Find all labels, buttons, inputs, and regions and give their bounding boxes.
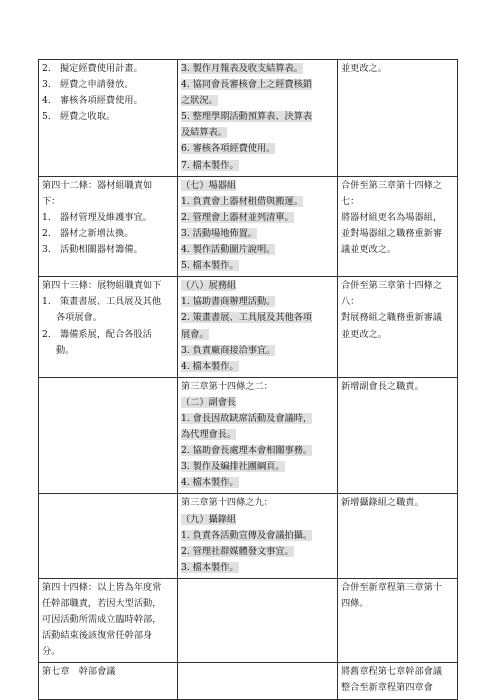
old-line: 3. 活動相關器材籌備。 bbox=[42, 244, 143, 256]
old-clause-cell bbox=[39, 494, 178, 578]
table-row bbox=[39, 494, 458, 578]
old-clause-cell bbox=[39, 176, 178, 277]
old-line: 5. 經費之收取。 bbox=[42, 111, 116, 123]
old-line: 1. 器材管理及維護事宜。 bbox=[42, 211, 152, 223]
note-line: 八： bbox=[341, 296, 360, 308]
note-line: 新增副會長之職責。 bbox=[341, 380, 424, 392]
explanation-cell bbox=[338, 663, 458, 699]
table-row bbox=[39, 176, 458, 277]
old-line: 下： bbox=[42, 195, 61, 207]
old-line: 任幹部職責，若因大型活動， bbox=[42, 598, 162, 609]
explanation-cell bbox=[338, 377, 458, 494]
note-line: 合併至第三章第十四條之 bbox=[341, 280, 443, 292]
explanation-cell bbox=[338, 578, 458, 662]
new-line: 2. 策畫書展、工具展及其他各項 bbox=[181, 312, 313, 324]
new-line: 4. 製作活動圖片說明。 bbox=[181, 244, 276, 256]
new-line: 6. 審核各項經費使用。 bbox=[181, 143, 276, 155]
note-line: 對展務組之職務重新審議 bbox=[341, 312, 443, 324]
note-line: 合併至新章程第三章第十 bbox=[341, 581, 443, 593]
old-line: 2. 器材之新增汰換。 bbox=[42, 227, 134, 239]
table-row bbox=[39, 377, 458, 494]
new-line: 1. 協助書商辦理活動。 bbox=[181, 296, 276, 308]
old-line: 3. 經費之申請發放。 bbox=[42, 79, 134, 91]
new-line: 第三章第十四條之九： bbox=[181, 497, 273, 509]
explanation-cell bbox=[338, 277, 458, 378]
old-clause-cell bbox=[39, 277, 178, 378]
table-row bbox=[39, 60, 458, 177]
new-line: 2. 管理社群媒體發文事宜。 bbox=[181, 545, 294, 557]
old-clause-cell bbox=[39, 377, 178, 494]
explanation-cell bbox=[338, 60, 458, 177]
old-line: 動。 bbox=[56, 344, 75, 356]
new-line: 第三章第十四條之二： bbox=[181, 380, 273, 392]
table-row bbox=[39, 277, 458, 378]
old-line: 第七章 幹部會議 bbox=[42, 666, 116, 678]
note-line: 四條。 bbox=[341, 598, 369, 609]
new-clause-cell bbox=[178, 377, 338, 494]
new-line: 及結算表。 bbox=[181, 127, 227, 139]
new-line: 7. 檔本製作。 bbox=[181, 159, 239, 171]
new-line: 4. 檔本製作。 bbox=[181, 477, 239, 489]
old-line: 1. 策畫書展、工具展及其他 bbox=[42, 296, 162, 308]
new-line: 3. 檔本製作。 bbox=[181, 561, 239, 573]
old-clause-cell bbox=[39, 60, 178, 177]
explanation-cell bbox=[338, 176, 458, 277]
new-line: 2. 管理會上器材並列清單。 bbox=[181, 211, 294, 223]
new-line: 1. 負責會上器材租借與搬運。 bbox=[181, 195, 303, 207]
explanation-cell bbox=[338, 494, 458, 578]
note-line: 合併至第三章第十四條之 bbox=[341, 179, 443, 191]
old-line: 第四十四條：以上皆為年度常 bbox=[42, 581, 162, 593]
new-line: 3. 活動場地佈置。 bbox=[181, 227, 257, 239]
new-line: （七）場器組 bbox=[181, 179, 237, 191]
new-line: 5. 整理學期活動預算表、決算表 bbox=[181, 111, 313, 123]
old-line: 第四十三條：展物組職責如下 bbox=[42, 280, 162, 292]
revision-comparison-table bbox=[38, 59, 458, 700]
new-clause-cell bbox=[178, 494, 338, 578]
note-line: 新增攝錄組之職責。 bbox=[341, 497, 424, 509]
new-line: 1. 會長因故缺席活動及會議時， bbox=[181, 412, 313, 424]
old-clause-cell bbox=[39, 578, 178, 662]
new-line: 4. 檔本製作。 bbox=[181, 360, 239, 372]
new-clause-cell bbox=[178, 663, 338, 699]
note-line: 整合至新章程第四章會 bbox=[341, 682, 433, 694]
new-line: 3. 製作及編排社團綱頁。 bbox=[181, 461, 285, 473]
new-line: 2. 協助會長處理本會相關事務。 bbox=[181, 445, 313, 457]
new-clause-cell bbox=[178, 176, 338, 277]
new-line: （九）攝錄組 bbox=[181, 513, 237, 525]
new-line: 之狀況。 bbox=[181, 95, 218, 107]
old-line: 各項展會。 bbox=[56, 312, 102, 324]
old-line: 分。 bbox=[42, 646, 61, 658]
note-line: 七： bbox=[341, 195, 360, 207]
note-line: 並更改之。 bbox=[341, 328, 387, 340]
old-line: 可因活動所需成立臨時幹部， bbox=[42, 614, 162, 626]
new-clause-cell bbox=[178, 277, 338, 378]
old-line: 2. 擬定經費使用計畫。 bbox=[42, 63, 143, 74]
table-row bbox=[39, 663, 458, 699]
new-line: 展會。 bbox=[181, 328, 209, 340]
old-line: 活動結束後該復常任幹部身 bbox=[42, 630, 153, 642]
new-line: 5. 檔本製作。 bbox=[181, 260, 239, 272]
new-line: 3. 負責廠商接洽事宜。 bbox=[181, 344, 276, 356]
old-line: 2. 籌備系展，配合各股活 bbox=[42, 328, 152, 340]
note-line: 議並更改之。 bbox=[341, 244, 397, 256]
note-line: 將舊章程第七章幹部會議 bbox=[341, 666, 443, 678]
note-line: 並對場器組之職務重新審 bbox=[341, 227, 443, 239]
old-clause-cell bbox=[39, 663, 178, 699]
new-line: （八）展務組 bbox=[181, 280, 237, 292]
old-line: 4. 審核各項經費使用。 bbox=[42, 95, 143, 107]
new-line: 3. 製作月報表及收支結算表。 bbox=[181, 63, 303, 74]
new-clause-cell bbox=[178, 60, 338, 177]
new-line: 4. 協同會長審核會上之經費核銷 bbox=[181, 79, 313, 91]
note-line: 並更改之。 bbox=[341, 63, 387, 74]
new-line: （二）副會長 bbox=[181, 396, 237, 408]
new-clause-cell bbox=[178, 578, 338, 662]
new-line: 為代理會長。 bbox=[181, 429, 237, 441]
old-line: 第四十二條：器材組職責如 bbox=[42, 179, 153, 191]
note-line: 將器材組更名為場器組， bbox=[341, 211, 443, 223]
table-row bbox=[39, 578, 458, 662]
new-line: 1. 負責各活動宣傳及會議拍攝。 bbox=[181, 529, 313, 541]
